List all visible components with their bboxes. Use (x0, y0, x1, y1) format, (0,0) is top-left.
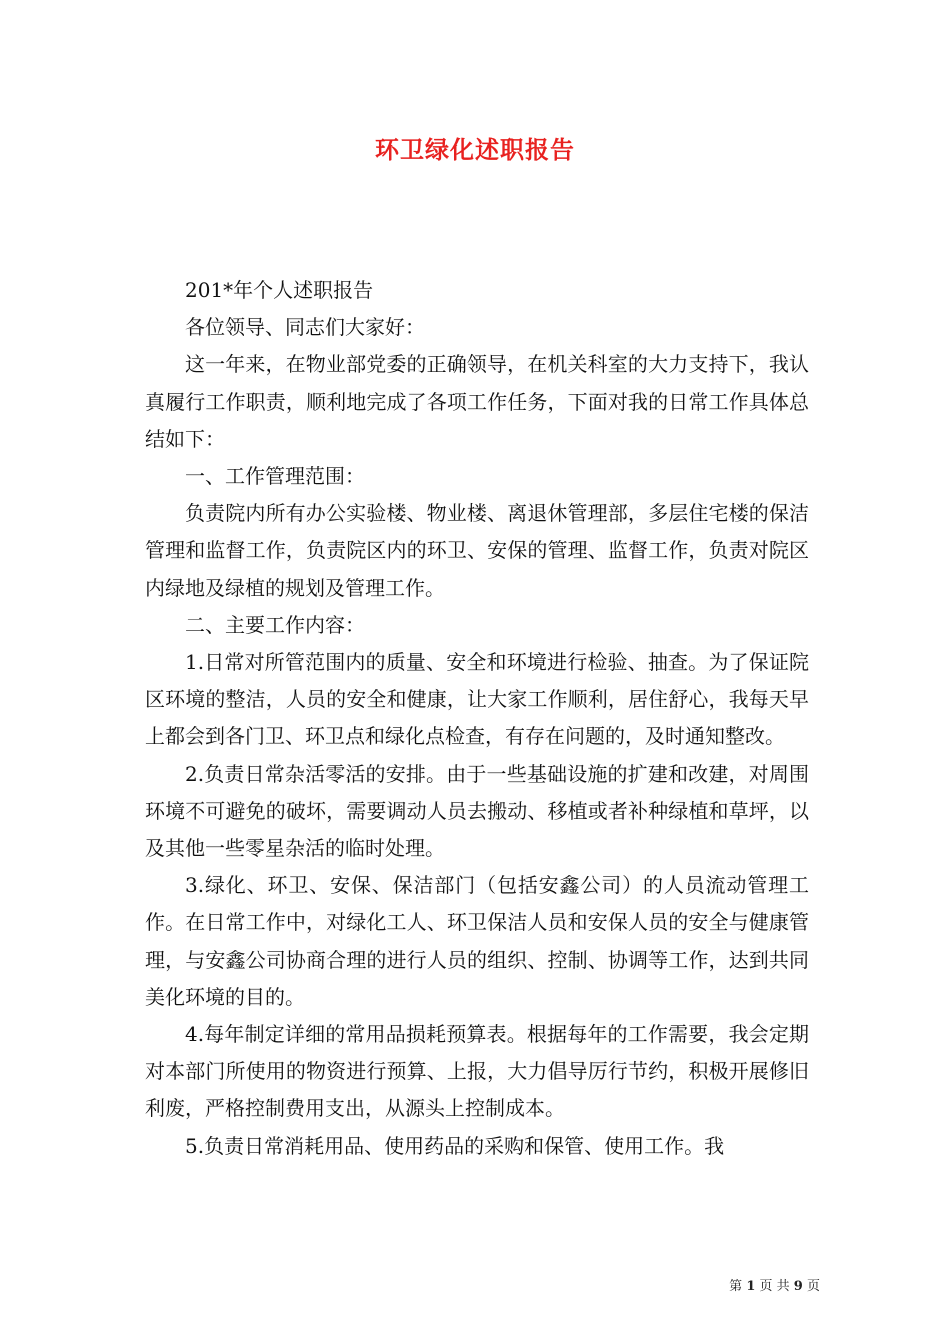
footer-prefix: 第 (729, 1279, 743, 1294)
footer-middle: 页 共 (759, 1279, 790, 1294)
section-heading-content: 二、主要工作内容： (185, 612, 365, 637)
paragraph-item-4: 4.每年制定详细的常用品损耗预算表。根据每年的工作需要，我会定期对本部门所使用的物资进行预算、上报，大力倡导厉行节约，积极开展修旧利废，严格控制费用支出，从源头上控制成本。 (145, 1022, 809, 1121)
footer-total-pages: 9 (793, 1279, 803, 1294)
paragraph-intro: 这一年来，在物业部党委的正确领导，在机关科室的大力支持下，我认真履行工作职责，顺利地完成了各项工作任务，下面对我的日常工作具体总结如下： (145, 352, 809, 451)
paragraph-heading-line: 201*年个人述职报告 (185, 278, 374, 302)
paragraph-item-5: 5.负责日常消耗用品、使用药品的采购和保管、使用工作。我 (185, 1133, 725, 1158)
footer-current-page: 1 (746, 1279, 756, 1294)
page-number-footer (700, 1275, 820, 1294)
section-heading-scope: 一、工作管理范围： (185, 464, 365, 489)
paragraph-item-3: 3.绿化、环卫、安保、保洁部门（包括安鑫公司）的人员流动管理工作。在日常工作中，对绿化工人、环卫保洁人员和安保人员的安全与健康管理，与安鑫公司协商合理的进行人员的组织、控制、协调等工作，达到共同美化环境的目的。 (145, 873, 809, 1009)
paragraph-item-1: 1.日常对所管范围内的质量、安全和环境进行检验、抽查。为了保证院区环境的整洁，人员的安全和健康，让大家工作顺利，居住舒心，我每天早上都会到各门卫、环卫点和绿化点检查，有存在问题的，及时通知整改。 (145, 650, 809, 749)
paragraph-scope: 负责院内所有办公实验楼、物业楼、离退休管理部，多层住宅楼的保洁管理和监督工作，负责院区内的环卫、安保的管理、监督工作，负责对院区内绿地及绿植的规划及管理工作。 (145, 501, 809, 600)
paragraph-greeting: 各位领导、同志们大家好： (185, 315, 425, 340)
document-title: 环卫绿化述职报告 (375, 135, 575, 164)
document-body (145, 272, 809, 1165)
footer-suffix: 页 (806, 1279, 820, 1294)
paragraph-item-2: 2.负责日常杂活零活的安排。由于一些基础设施的扩建和改建，对周围环境不可避免的破坏，需要调动人员去搬动、移植或者补种绿植和草坪，以及其他一些零星杂活的临时处理。 (145, 761, 809, 861)
